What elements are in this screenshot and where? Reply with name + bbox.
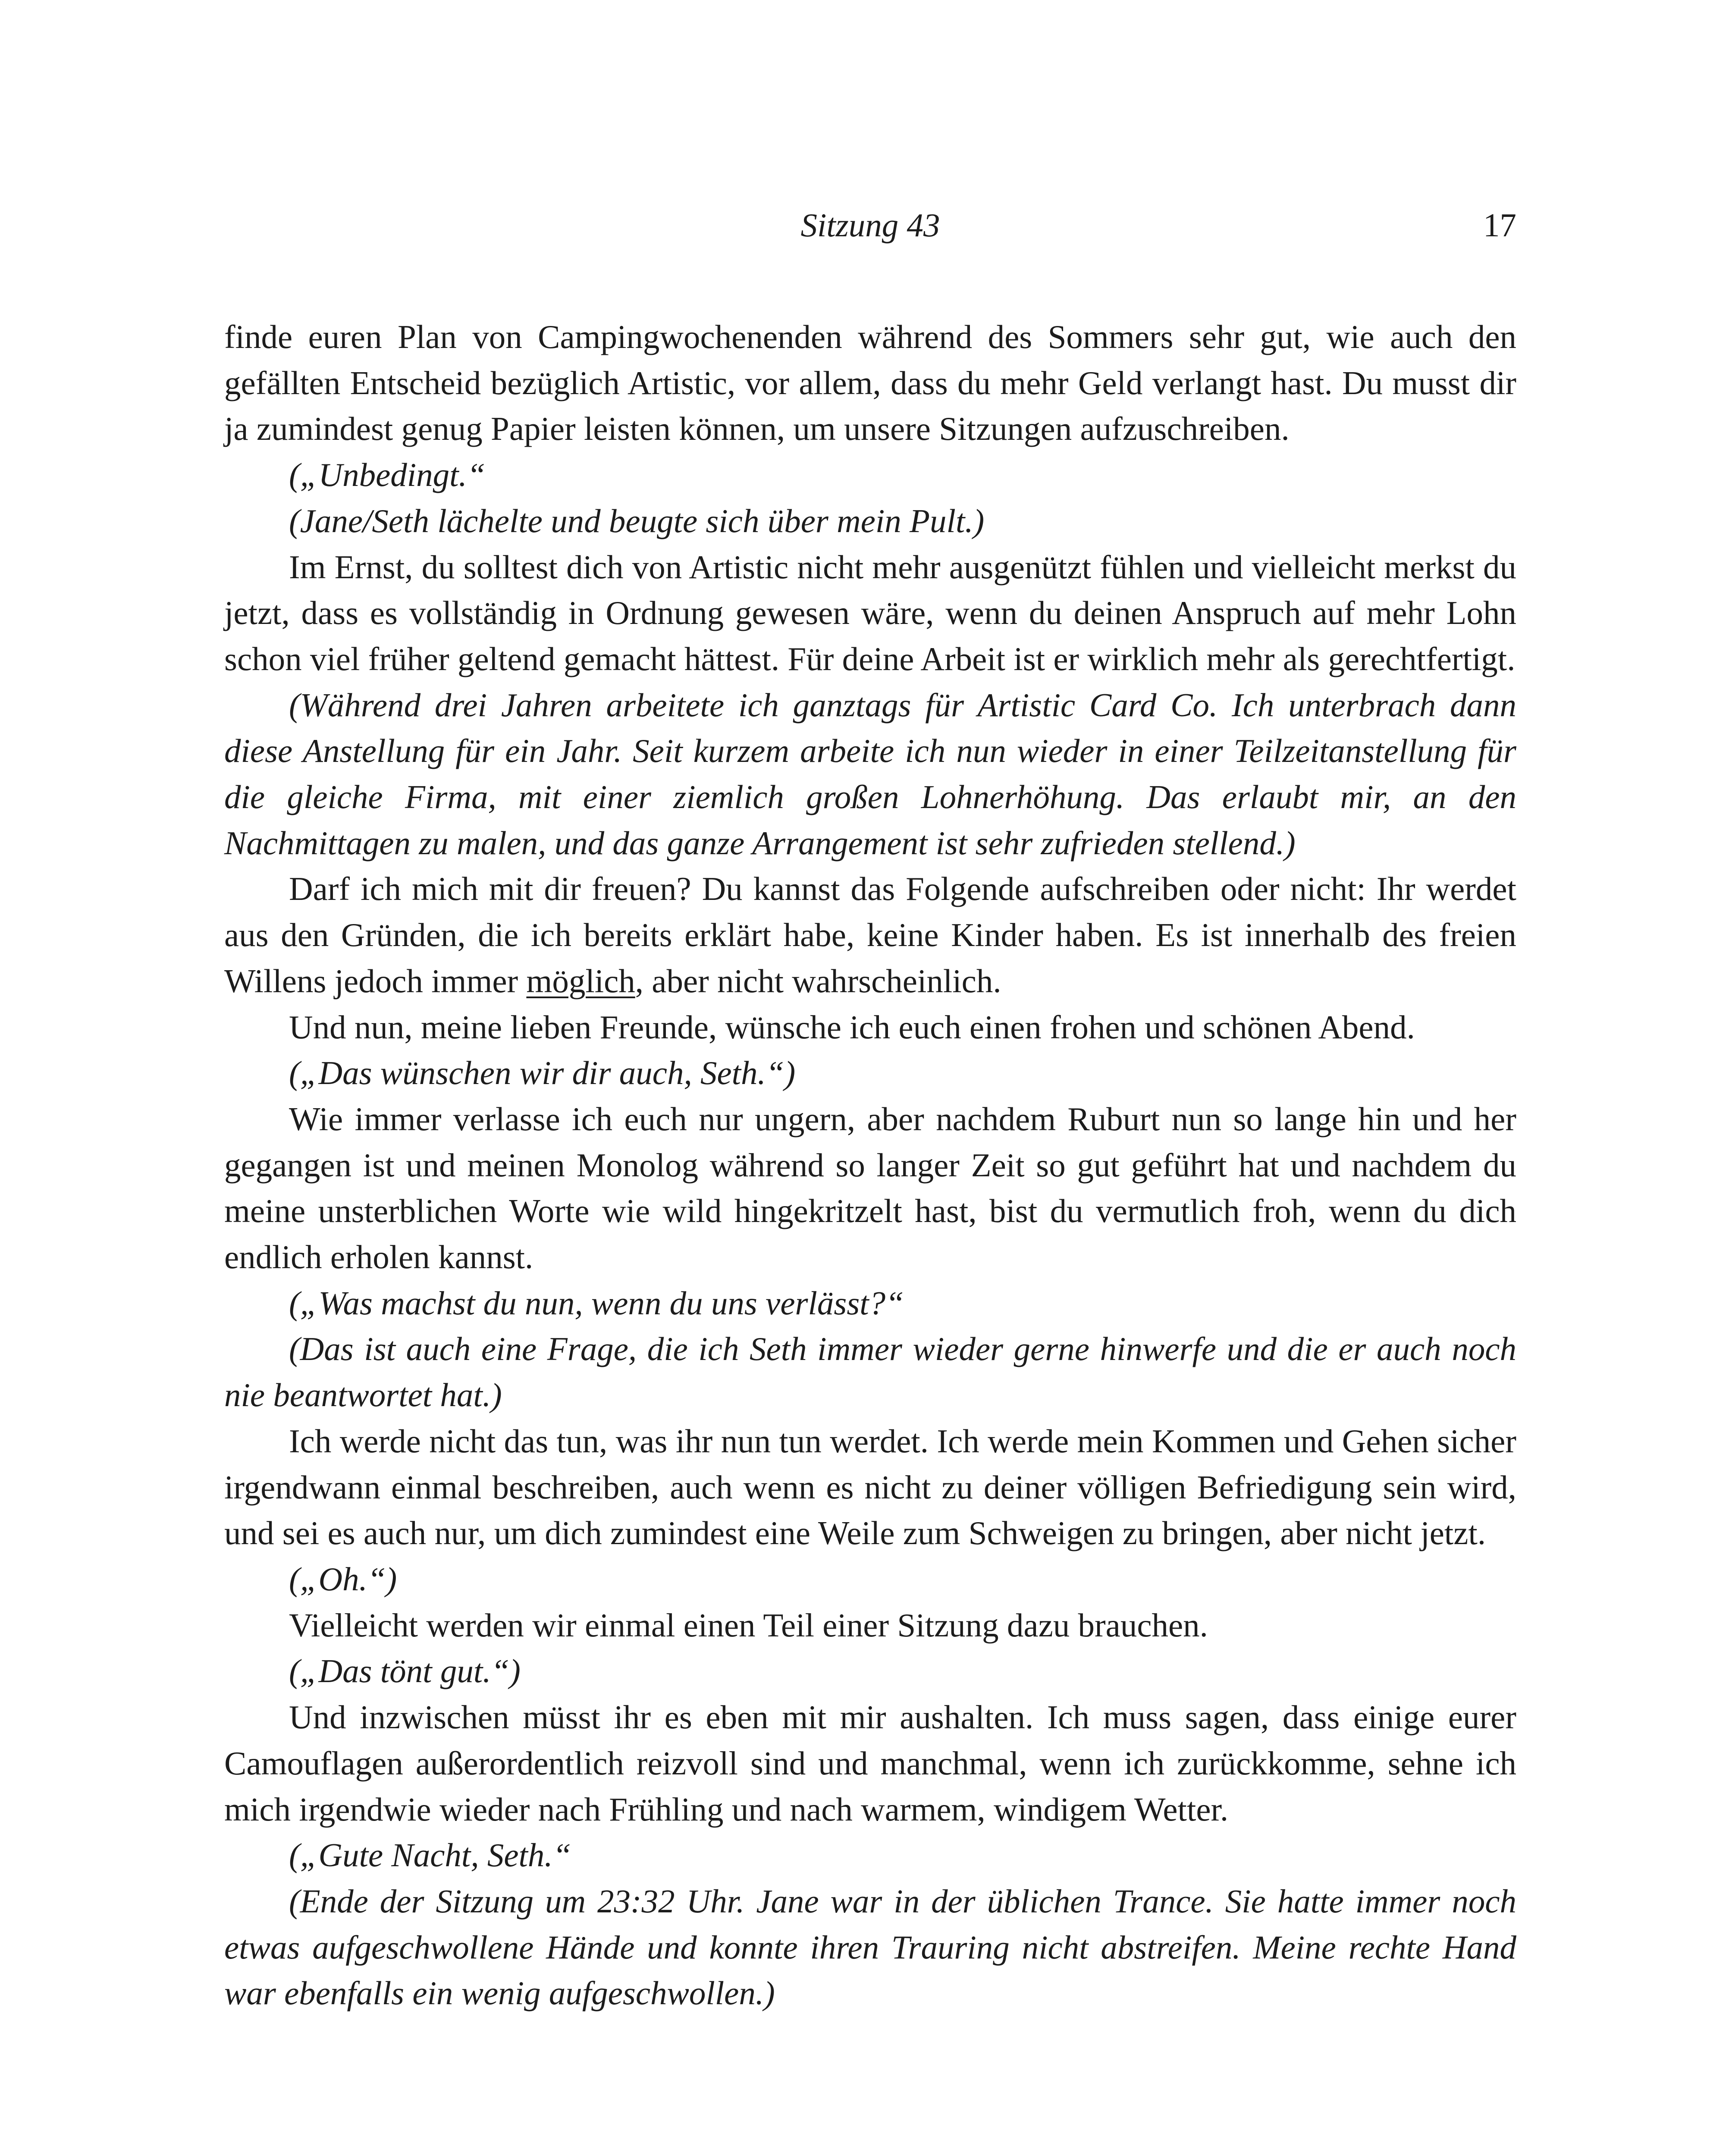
paragraph: Ich werde nicht das tun, was ihr nun tun werdet. Ich werde mein Kommen und Gehen sicher irgendwann einmal beschreiben, auch wenn es nicht zu deiner völligen Befriedigung sein wird, und sei es auch nur, um dich zumindest eine Weile zum Schweigen zu bringen, aber nicht jetzt. (224, 1422, 1516, 1552)
running-title: Sitzung 43 (800, 207, 940, 244)
paragraph-remark: (Während drei Jahren arbeitete ich ganztags für Artistic Card Co. Ich unterbrach dann diese Anstellung für ein Jahr. Seit kurzem arbeite ich nun wieder in einer Teilzeitanstellung für die gleiche Firma, mit einer ziemlich großen Lohnerhöhung. Das erlaubt mir, an den Nachmittagen zu malen, und das ganze Arrangement ist sehr zufrieden stellend.) (224, 686, 1516, 862)
paragraph: Vielleicht werden wir einmal einen Teil einer Sitzung dazu brauchen. (289, 1606, 1208, 1644)
running-head (224, 199, 1516, 251)
paragraph: Und inzwischen müsst ihr es eben mit mir aushalten. Ich muss sagen, dass einige eurer Camouflagen außerordentlich reizvoll sind und manchmal, wenn ich zurückkomme, sehne ich mich irgendwie wieder nach Frühling und nach warmem, windigem Wetter. (224, 1698, 1516, 1828)
paragraph (224, 866, 1516, 1004)
paragraph-remark: („Unbedingt.“ (289, 456, 486, 494)
paragraph-remark: („Gute Nacht, Seth.“ (289, 1836, 571, 1874)
text-body (224, 314, 1516, 2016)
paragraph: finde euren Plan von Campingwochenenden während des Sommers sehr gut, wie auch den gefällten Entscheid bezüglich Artistic, vor allem, dass du mehr Geld verlangt hast. Du musst dir ja zumindest genug Papier leisten können, um unsere Sitzungen aufzuschreiben. (224, 318, 1516, 448)
paragraph-remark: („Das wünschen wir dir auch, Seth.“) (289, 1054, 796, 1092)
underlined-word: möglich (526, 962, 635, 1000)
paragraph-remark: (Jane/Seth lächelte und beugte sich über mein Pult.) (289, 502, 985, 539)
page-number: 17 (1483, 207, 1516, 244)
paragraph-text: Darf ich mich mit dir freuen? Du kannst das Folgende aufschreiben oder nicht: Ihr werdet aus den Gründen, die ich bereits erklärt habe, keine Kinder haben. Es ist innerhalb des freien Willens jedoch immer (224, 870, 1516, 1000)
paragraph-remark: (Ende der Sitzung um 23:32 Uhr. Jane war in der üblichen Trance. Sie hatte immer noch etwas aufgeschwollene Hände und konnte ihren Trauring nicht abstreifen. Meine rechte Hand war ebenfalls ein wenig aufgeschwollen.) (224, 1882, 1516, 2012)
paragraph: Wie immer verlasse ich euch nur ungern, aber nachdem Ruburt nun so lange hin und her gegangen ist und meinen Monolog während so langer Zeit so gut geführt hat und nachdem du meine unsterblichen Worte wie wild hingekritzelt hast, bist du vermutlich froh, wenn du dich endlich erholen kannst. (224, 1100, 1516, 1276)
paragraph: Und nun, meine lieben Freunde, wünsche ich euch einen frohen und schönen Abend. (289, 1008, 1415, 1046)
paragraph-text: , aber nicht wahrscheinlich. (635, 962, 1001, 1000)
paragraph-remark: („Oh.“) (289, 1560, 397, 1598)
paragraph-remark: („Was machst du nun, wenn du uns verlässt?“ (289, 1284, 904, 1322)
paragraph: Im Ernst, du solltest dich von Artistic nicht mehr ausgenützt fühlen und vielleicht merkst du jetzt, dass es vollständig in Ordnung gewesen wäre, wenn du deinen Anspruch auf mehr Lohn schon viel früher geltend gemacht hättest. Für deine Arbeit ist er wirklich mehr als gerechtfertigt. (224, 548, 1516, 677)
paragraph-remark: („Das tönt gut.“) (289, 1652, 521, 1690)
paragraph-remark: (Das ist auch eine Frage, die ich Seth immer wieder gerne hinwerfe und die er auch noch nie beantwortet hat.) (224, 1330, 1516, 1414)
